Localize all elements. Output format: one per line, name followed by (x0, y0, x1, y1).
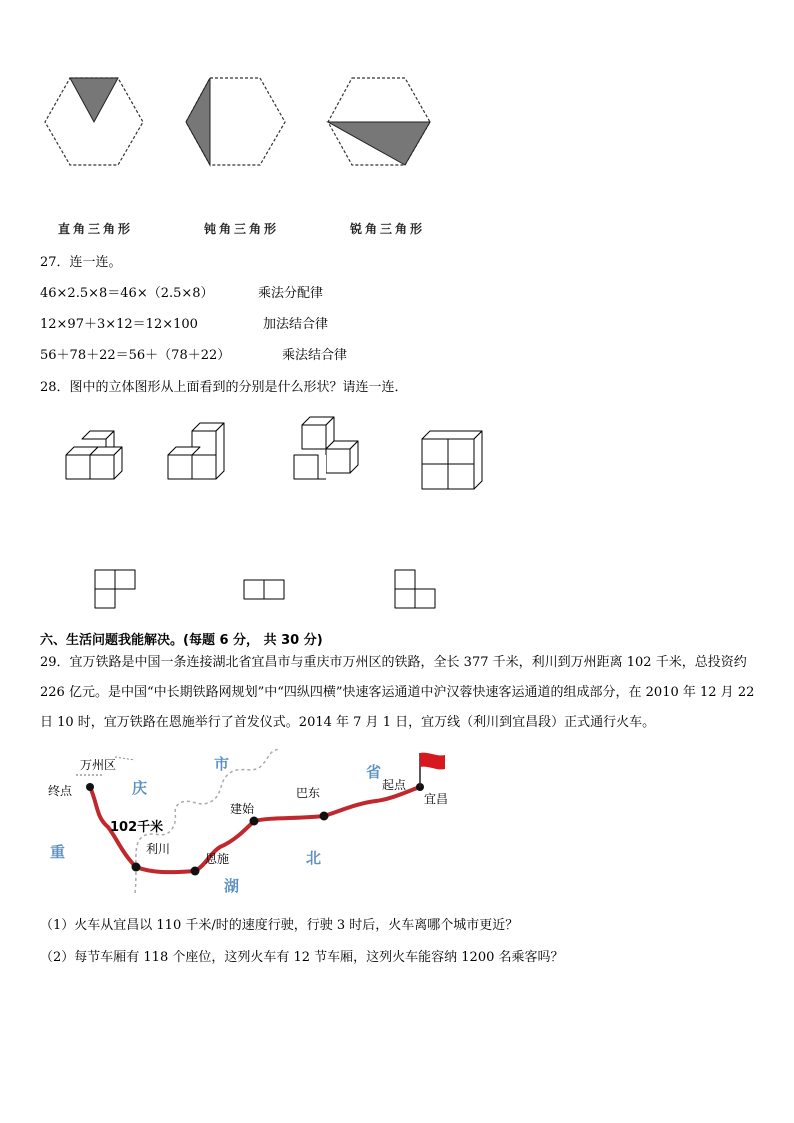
region-bei: 北 (306, 849, 322, 867)
q27-expr-3: 56＋78＋22＝56＋（78＋22） (40, 348, 231, 363)
q29-question-1: （1）火车从宜昌以 110 千米/时的速度行驶，行驶 3 时后，火车离哪个城市更近？ (40, 918, 519, 933)
caption-acute-triangle: 锐角三角形 (350, 222, 426, 236)
region-shi: 市 (214, 755, 230, 773)
label-jianshi: 建始 (230, 802, 255, 816)
solid-2 (168, 423, 224, 479)
q28-title: 28．图中的立体图形从上面看到的分别是什么形状？请连一连． (40, 380, 408, 395)
label-wanzhou: 万州区 (80, 758, 117, 772)
region-chong: 重 (50, 843, 66, 861)
station-lichuan (132, 863, 141, 872)
top-view-3[interactable] (395, 570, 435, 608)
station-badong (320, 812, 329, 821)
region-qing: 庆 (132, 779, 148, 797)
station-enshi (191, 867, 200, 876)
q27-title: 27．连一连。 (40, 255, 122, 270)
station-jianshi (250, 817, 259, 826)
label-end: 终点 (48, 784, 73, 798)
q29-intro: 29．宜万铁路是中国一条连接湖北省宜昌市与重庆市万州区的铁路，全长 377 千米，利川到万州距离 102 千米，总投资约 226 亿元。是中国“中长期铁路网规划”中“四纵四横”快速客运通道中沪汉蓉快速客运通道的组成部分，在 2010 年 12 月 22 日 10 时，宜万铁路在恩施举行了首发仪式。2014 年 7 月 1 日，宜万线（利川到宜昌段）正式通行火车。 (40, 655, 755, 730)
hexagon-figures (0, 0, 794, 180)
label-distance: 102千米 (110, 820, 164, 835)
q27-expr-2: 12×97＋3×12＝12×100 (40, 317, 198, 332)
caption-obtuse-triangle: 钝角三角形 (204, 222, 280, 236)
hexagon-obtuse-triangle (186, 78, 285, 165)
label-badong: 巴东 (296, 786, 321, 800)
q27-law-2[interactable]: 加法结合律 (263, 317, 329, 332)
q27-law-3[interactable]: 乘法结合律 (282, 348, 348, 363)
region-sheng: 省 (366, 763, 382, 781)
railway-map (40, 745, 460, 900)
q29-question-2: （2）每节车厢有 118 个座位，这列火车有 12 节车厢，这列火车能容纳 1200 名乘客吗？ (40, 950, 564, 965)
solid-1 (66, 431, 122, 479)
q27-expr-1: 46×2.5×8＝46×（2.5×8） (40, 286, 214, 301)
solid-3 (294, 417, 358, 479)
q28-solids (0, 400, 794, 620)
label-yichang: 宜昌 (424, 792, 449, 806)
top-view-2[interactable] (244, 580, 284, 599)
label-lichuan: 利川 (146, 842, 171, 856)
station-wanzhou (86, 783, 94, 791)
hexagon-acute-triangle (328, 78, 430, 165)
region-hu: 湖 (224, 877, 240, 895)
top-view-1[interactable] (95, 570, 135, 608)
label-start: 起点 (382, 778, 407, 792)
caption-right-triangle: 直角三角形 (58, 222, 134, 236)
solid-4 (422, 431, 482, 489)
hexagon-right-triangle (45, 78, 143, 165)
label-enshi: 恩施 (205, 852, 230, 866)
start-flag (420, 753, 445, 770)
q27-law-1[interactable]: 乘法分配律 (258, 286, 324, 301)
section6-title: 六、生活问题我能解决。(每题 6 分， 共 30 分) (40, 633, 323, 648)
